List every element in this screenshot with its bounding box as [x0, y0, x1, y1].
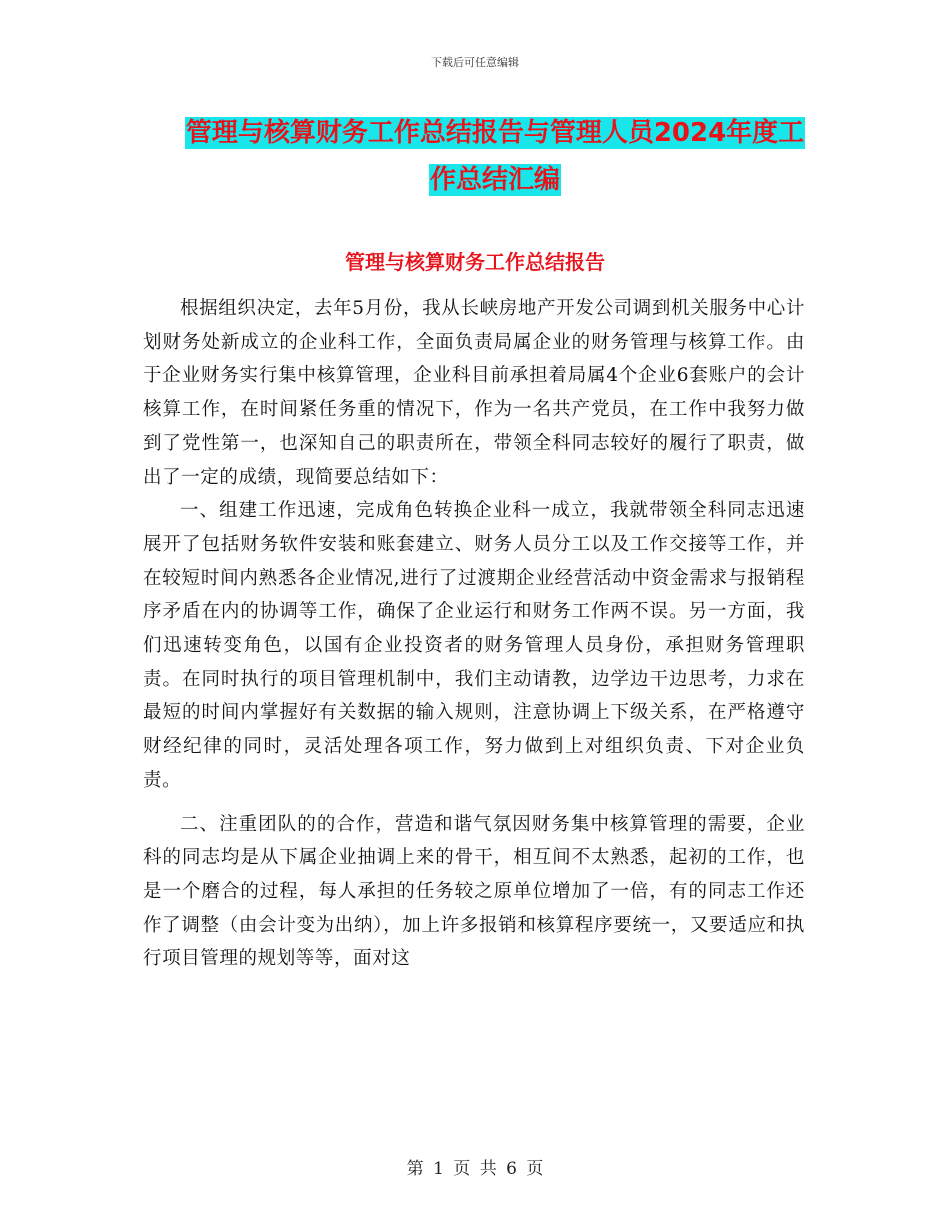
paragraph-one: 一、组建工作迅速，完成角色转换企业科一成立，我就带领全科同志迅速展开了包括财务软件安装和账套建立、财务人员分工以及工作交接等工作，并在较短时间内熟悉各企业情况,进行了过渡期企业经营活动中资金需求与报销程序矛盾在内的协调等工作，确保了企业运行和财务工作两不误。另一方面，我们迅速转变角色，以国有企业投资者的财务管理人员身份，承担财务管理职责。在同时执行的项目管理机制中，我们主动请教，边学边干边思考，力求在最短的时间内掌握好有关数据的输入规则，注意协调上下级关系，在严格遵守财经纪律的同时，灵活处理各项工作，努力做到上对组织负责、下对企业负责。 — [143, 500, 805, 791]
header-note: 下载后可任意编辑 — [431, 56, 519, 69]
document-title — [145, 110, 845, 204]
body-text — [143, 292, 805, 976]
document-title-line1: 管理与核算财务工作总结报告与管理人员2024年度工 — [185, 118, 805, 148]
page-number-footer: 第 1 页 共 6 页 — [406, 1159, 544, 1179]
document-title-line2: 作总结汇编 — [429, 165, 560, 195]
paragraph-intro: 根据组织决定，去年5月份，我从长峡房地产开发公司调到机关服务中心计划财务处新成立的企业科工作，全面负责局属企业的财务管理与核算工作。由于企业财务实行集中核算管理，企业科目前承担着局属4个企业6套账户的会计核算工作，在时间紧任务重的情况下，作为一名共产党员，在工作中我努力做到了党性第一，也深知自己的职责所在，带领全科同志较好的履行了职责，做出了一定的成绩，现简要总结如下： — [143, 298, 805, 488]
paragraph-two: 二、注重团队的的合作，营造和谐气氛因财务集中核算管理的需要，企业科的同志均是从下属企业抽调上来的骨干，相互间不太熟悉，起初的工作，也是一个磨合的过程，每人承担的任务较之原单位增加了一倍，有的同志工作还作了调整（由会计变为出纳），加上许多报销和核算程序要统一，又要适应和执行项目管理的规划等等，面对这 — [143, 813, 805, 970]
section-title: 管理与核算财务工作总结报告 — [345, 250, 605, 274]
